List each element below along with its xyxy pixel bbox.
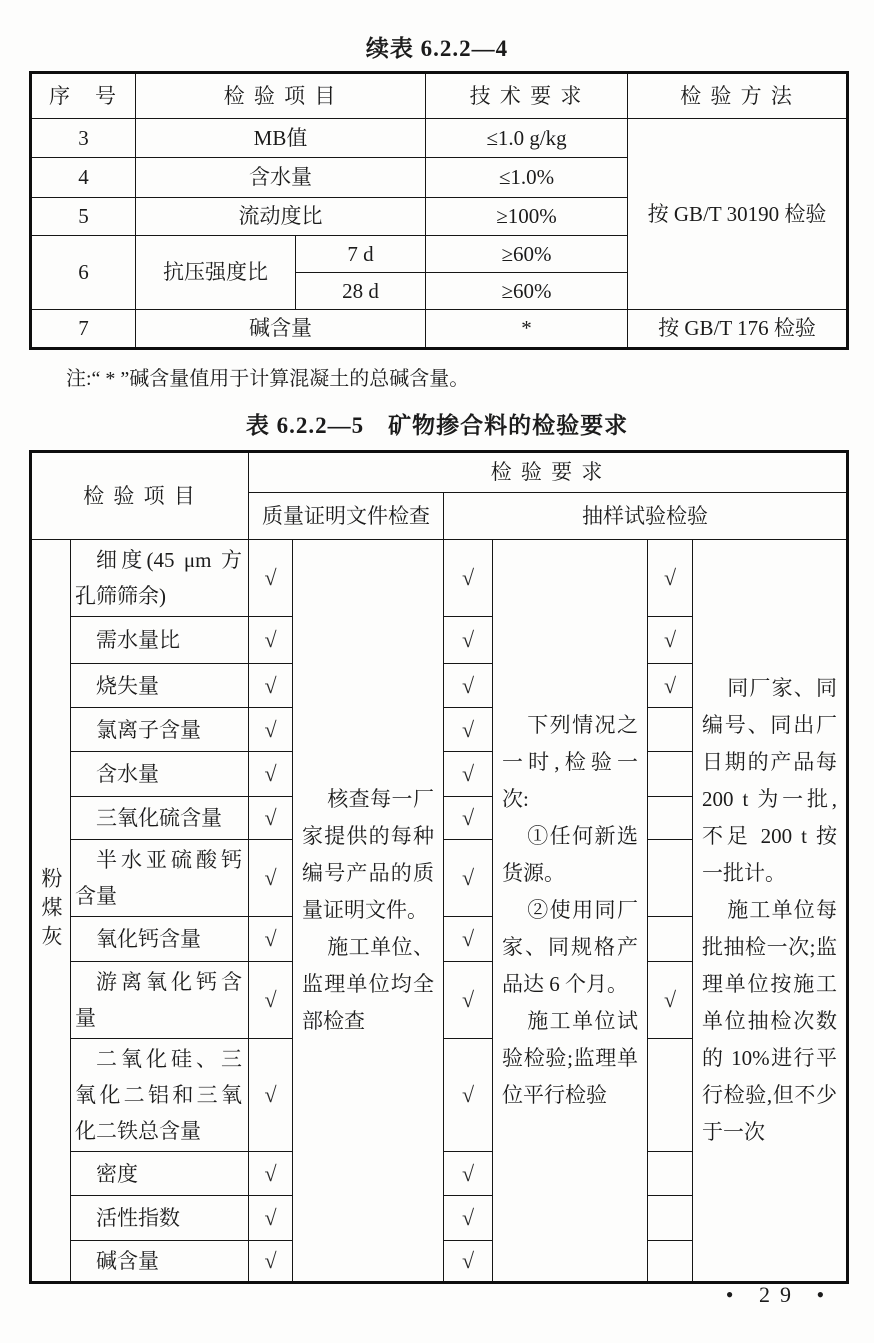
t2-sampling-check2-cell xyxy=(648,1152,693,1196)
t2-sampling-check1-cell: √ xyxy=(444,840,493,917)
t2-item-cell: 密度 xyxy=(71,1152,249,1196)
t2-doc-check-cell: √ xyxy=(249,708,293,752)
t2-item-cell: 氧化钙含量 xyxy=(71,917,249,962)
t2-doc-check-cell: √ xyxy=(249,840,293,917)
t2-doc-check-cell: √ xyxy=(249,664,293,708)
t2-item-cell: 活性指数 xyxy=(71,1196,249,1241)
t2-sampling-check1-cell: √ xyxy=(444,540,493,617)
t1-no: 4 xyxy=(31,158,136,198)
t1-item: 含水量 xyxy=(136,158,426,198)
t2-sampling-check2-cell xyxy=(648,1241,693,1283)
table2-row xyxy=(31,540,848,617)
t1-header-method: 检 验 方 法 xyxy=(628,73,848,119)
t2-condition-paragraph: 施工单位试验检验;监理单位平行检验 xyxy=(502,1009,638,1107)
t2-item-cell: 二氧化硅、三氧化二铝和三氧化二铁总含量 xyxy=(71,1039,249,1152)
t2-sampling-check2-cell xyxy=(648,1039,693,1152)
t2-sampling-check1-cell: √ xyxy=(444,617,493,664)
t2-sampling-check2-cell xyxy=(648,917,693,962)
t1-method: 按 GB/T 176 检验 xyxy=(628,310,848,349)
t2-doc-paragraph: 核查每一厂家提供的每种编号产品的质量证明文件。 xyxy=(302,787,434,922)
t2-batch-paragraph: 同厂家、同编号、同出厂日期的产品每 200 t 为一批,不足 200 t 按一批计。 xyxy=(702,676,837,885)
t2-item-cell: 含水量 xyxy=(71,752,249,797)
t2-header-requirement: 检 验 要 求 xyxy=(249,452,848,493)
t2-header-sampling: 抽样试验检验 xyxy=(444,493,848,540)
t1-item: 碱含量 xyxy=(136,310,426,349)
t2-sampling-check1-cell: √ xyxy=(444,797,493,840)
table1-footnote: 注:“ * ”碱含量值用于计算混凝土的总碱含量。 xyxy=(66,368,470,390)
t1-requirement: * xyxy=(426,310,628,349)
t2-doc-check-cell: √ xyxy=(249,617,293,664)
t1-requirement: ≤1.0 g/kg xyxy=(426,119,628,158)
t1-subitem-7d: 7 d xyxy=(296,236,426,273)
t2-doc-check-cell: √ xyxy=(249,752,293,797)
t2-sampling-check2-cell xyxy=(648,1196,693,1241)
t1-method-merged: 按 GB/T 30190 检验 xyxy=(628,119,848,310)
t2-item-cell: 需水量比 xyxy=(71,617,249,664)
t2-doc-check-cell: √ xyxy=(249,797,293,840)
table2-header-row1 xyxy=(31,452,848,493)
page-number: • 29 • xyxy=(725,1282,835,1307)
t2-item-cell: 烧失量 xyxy=(71,664,249,708)
table1-title: 续表 6.2.2—4 xyxy=(365,36,509,61)
table1 xyxy=(29,71,849,350)
t1-subitem-28d: 28 d xyxy=(296,273,426,310)
t2-sampling-check1-cell: √ xyxy=(444,664,493,708)
t2-sampling-check1-cell: √ xyxy=(444,1196,493,1241)
t2-sampling-check2-cell: √ xyxy=(648,540,693,617)
t1-requirement: ≥100% xyxy=(426,198,628,236)
t2-sampling-check2-cell: √ xyxy=(648,962,693,1039)
t1-item: 流动度比 xyxy=(136,198,426,236)
t2-doc-check-cell: √ xyxy=(249,1039,293,1152)
t2-doc-check-cell: √ xyxy=(249,962,293,1039)
t2-doc-check-cell: √ xyxy=(249,917,293,962)
t1-no: 6 xyxy=(31,236,136,310)
t2-sampling-check2-cell xyxy=(648,708,693,752)
t2-batch-rule xyxy=(693,540,848,1283)
t2-doc-check-cell: √ xyxy=(249,1152,293,1196)
t2-item-cell: 细度(45 μm 方孔筛筛余) xyxy=(71,540,249,617)
table1-row-3 xyxy=(31,119,848,158)
t2-doc-check-cell: √ xyxy=(249,1241,293,1283)
t2-item-cell: 氯离子含量 xyxy=(71,708,249,752)
t2-batch-paragraph: 施工单位每批抽检一次;监理单位按施工单位抽检次数的 10%进行平行检验,但不少于一次 xyxy=(702,898,837,1144)
t1-requirement: ≤1.0% xyxy=(426,158,628,198)
t1-item: 抗压强度比 xyxy=(136,236,296,310)
t1-header-item: 检 验 项 目 xyxy=(136,73,426,119)
t1-header-requirement: 技 术 要 求 xyxy=(426,73,628,119)
t2-condition-paragraph: 下列情况之一时,检验一次: xyxy=(502,713,638,811)
t2-sampling-check2-cell xyxy=(648,752,693,797)
t2-item-cell: 游离氧化钙含量 xyxy=(71,962,249,1039)
t1-requirement: ≥60% xyxy=(426,236,628,273)
t2-sampling-check2-cell: √ xyxy=(648,617,693,664)
t1-no: 5 xyxy=(31,198,136,236)
t1-header-no: 序 号 xyxy=(31,73,136,119)
t2-sampling-check1-cell: √ xyxy=(444,708,493,752)
t2-doc-check-cell: √ xyxy=(249,1196,293,1241)
t2-sampling-check2-cell xyxy=(648,797,693,840)
table2-title: 表 6.2.2—5 矿物掺合料的检验要求 xyxy=(245,413,629,438)
table1-header-row xyxy=(31,73,848,119)
t2-sampling-check1-cell: √ xyxy=(444,752,493,797)
t2-header-doc-check: 质量证明文件检查 xyxy=(249,493,444,540)
t2-condition-paragraph: ②使用同厂家、同规格产品达 6 个月。 xyxy=(502,898,638,996)
t1-requirement: ≥60% xyxy=(426,273,628,310)
t2-item-cell: 碱含量 xyxy=(71,1241,249,1283)
t2-sampling-condition xyxy=(493,540,648,1283)
t1-item: MB值 xyxy=(136,119,426,158)
t2-item-cell: 半水亚硫酸钙含量 xyxy=(71,840,249,917)
t2-condition-paragraph: ①任何新选货源。 xyxy=(502,824,638,885)
t2-sampling-check1-cell: √ xyxy=(444,1152,493,1196)
t2-material-label xyxy=(31,540,71,1283)
t2-item-cell: 三氧化硫含量 xyxy=(71,797,249,840)
table2 xyxy=(29,450,849,1284)
t2-sampling-check1-cell: √ xyxy=(444,962,493,1039)
t2-sampling-check1-cell: √ xyxy=(444,917,493,962)
t2-doc-paragraph: 施工单位、监理单位均全部检查 xyxy=(302,935,434,1033)
t2-sampling-check1-cell: √ xyxy=(444,1241,493,1283)
t2-sampling-check2-cell: √ xyxy=(648,664,693,708)
t2-header-item: 检 验 项 目 xyxy=(31,452,249,540)
t2-doc-check-description xyxy=(293,540,444,1283)
t2-doc-check-cell: √ xyxy=(249,540,293,617)
t2-sampling-check1-cell: √ xyxy=(444,1039,493,1152)
t2-sampling-check2-cell xyxy=(648,840,693,917)
t1-no: 7 xyxy=(31,310,136,349)
t1-no: 3 xyxy=(31,119,136,158)
t2-material-text: 粉煤灰 xyxy=(39,867,63,954)
table1-row-7 xyxy=(31,310,848,349)
